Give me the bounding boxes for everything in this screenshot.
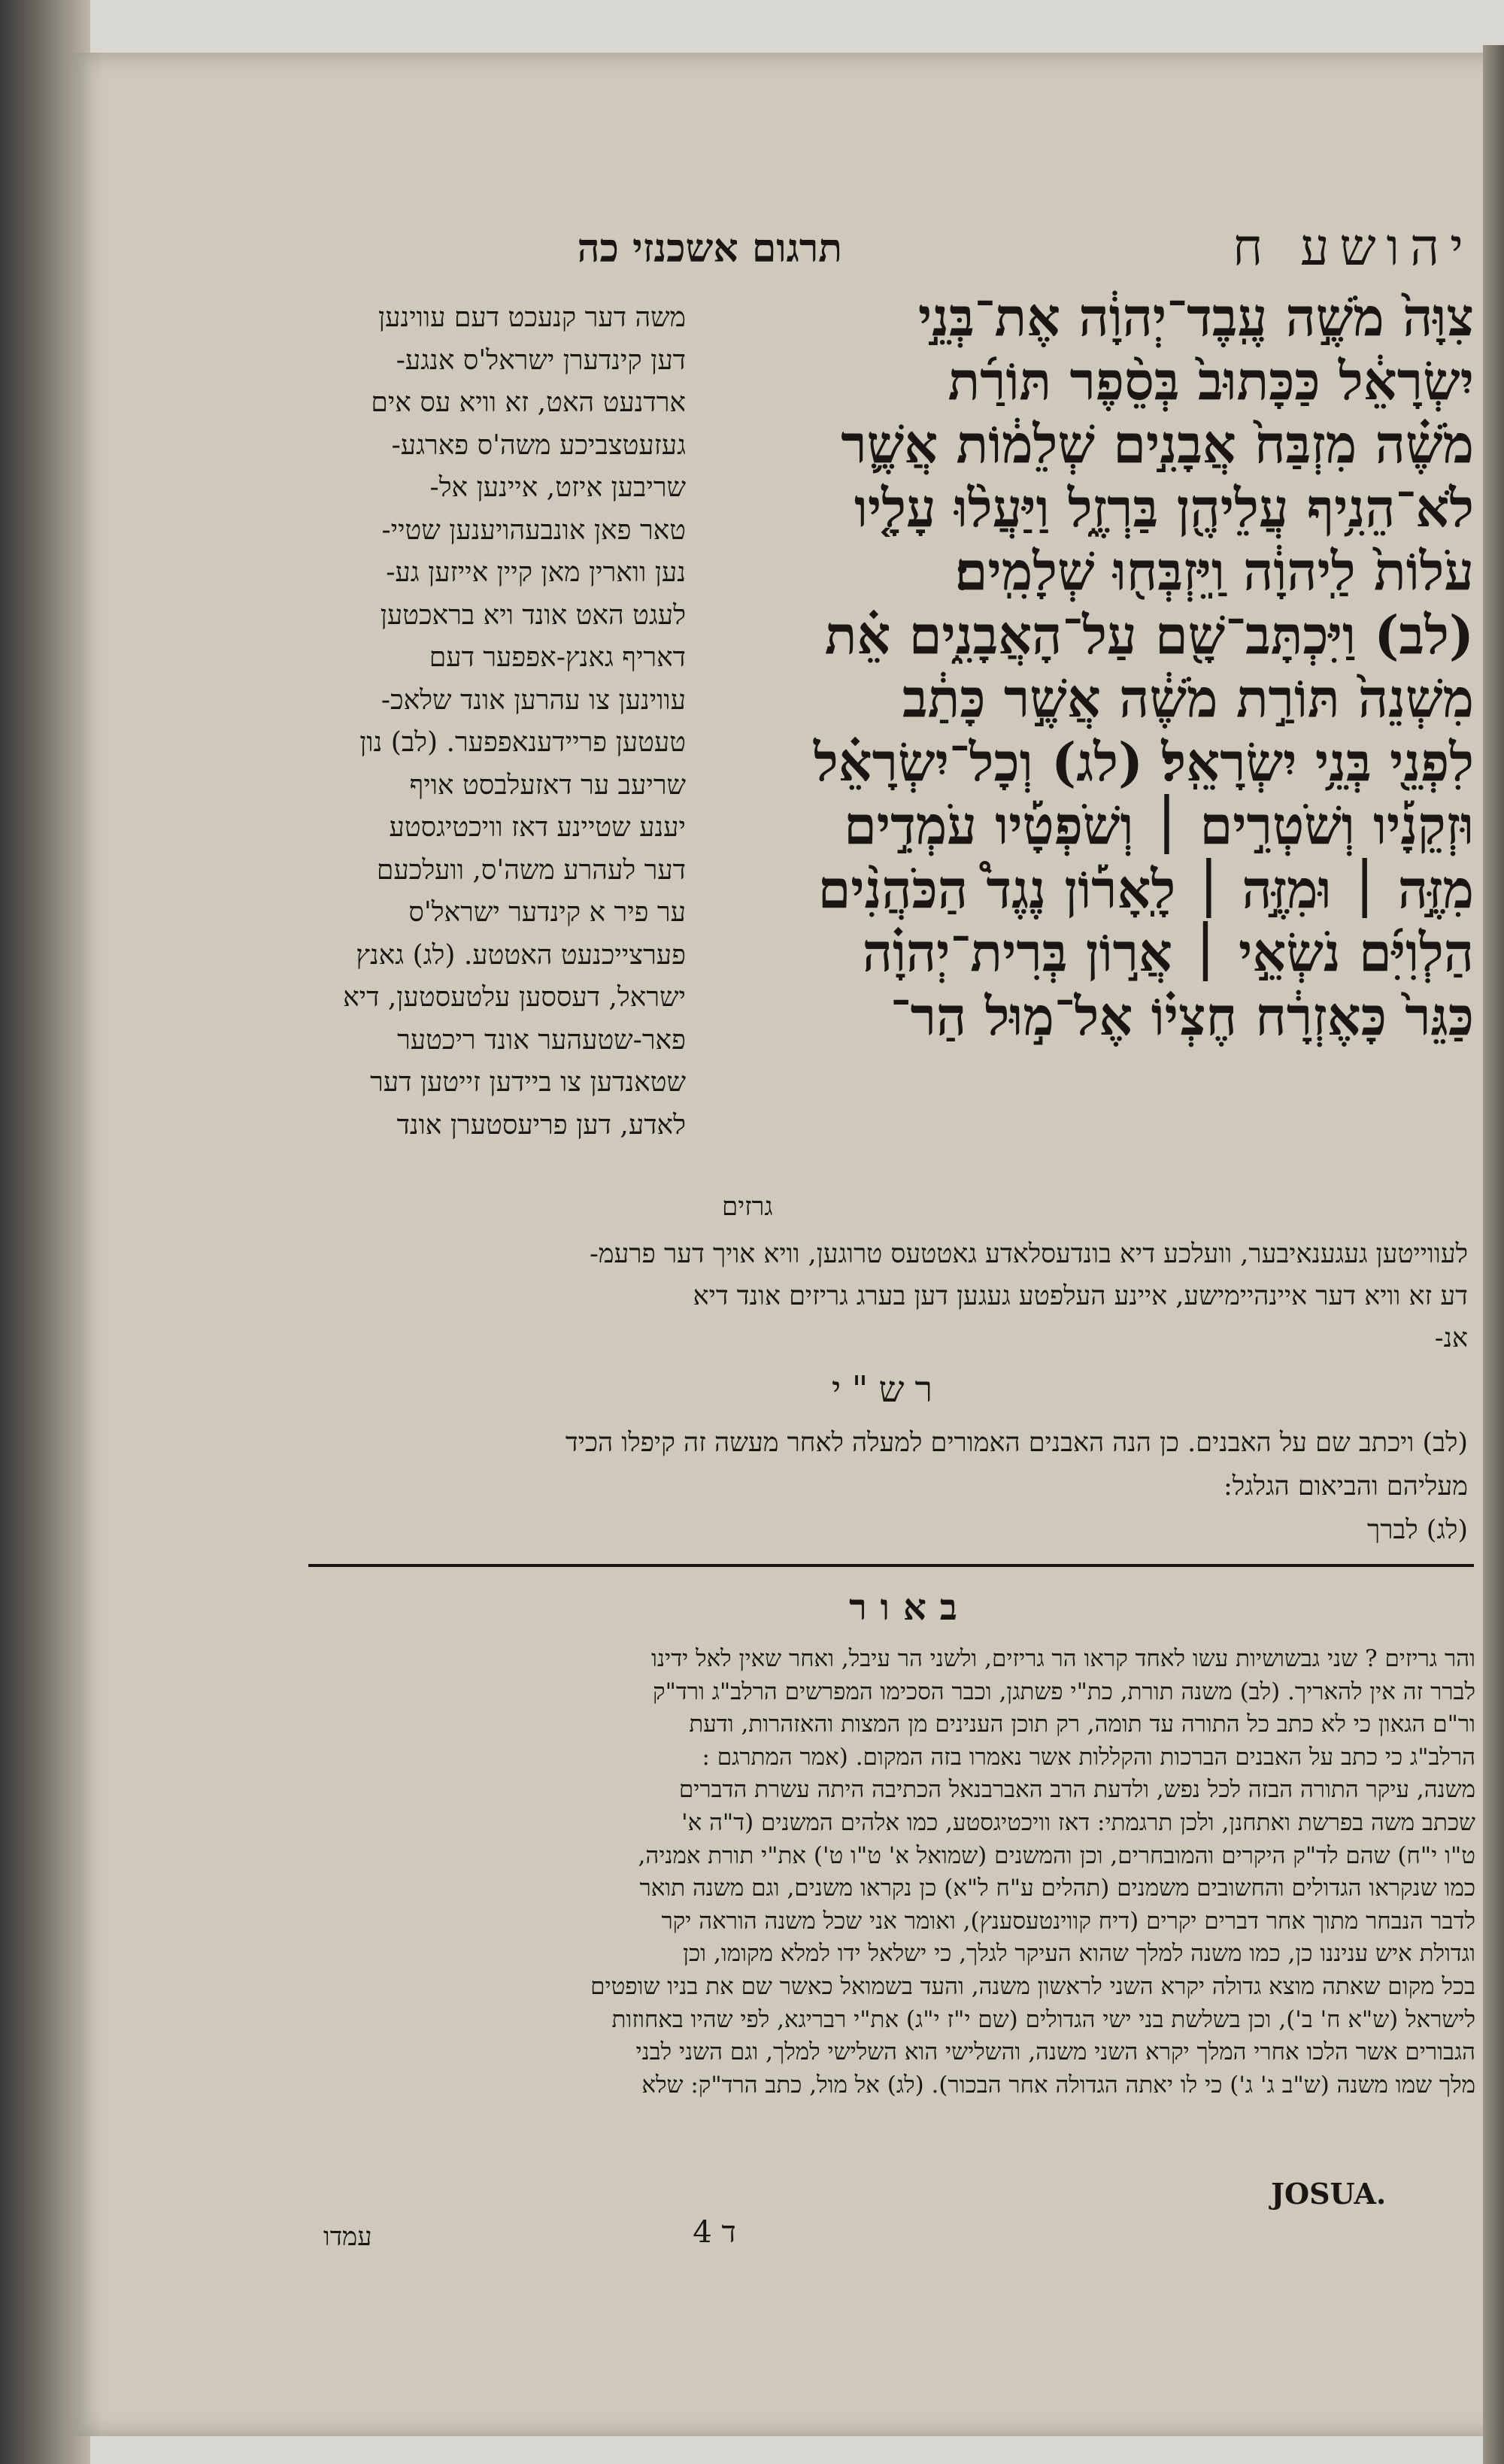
hebrew-line: לִפְנֵ֖י בְּנֵ֥י יִשְׂרָאֵֽל׃ (לג) וְכָל־יִשְׂרָאֵ֗ל (813, 730, 1474, 793)
rashi-heading: רש"י (831, 1368, 944, 1411)
biur-line: והר גריזים ? שני גבשושיות עשו לאחד קראו הר גריזים, ולשני הר עיבל, ואחר שאין לאל ידינו (651, 1645, 1475, 1672)
biur-line: הרלב"ג כי כתב על האבנים הברכות והקללות אשר נאמרו בזה המקום. (אמר המתרגם : (702, 1743, 1475, 1771)
yiddish-line: שריבען איזט, איינען אל- (429, 472, 686, 503)
hebrew-line: לֹא־הֵנִ֥יף עֲלֵיהֶ֖ן בַּרְזֶ֑ל וַיַּעֲל֨וּ עָלָ֤יו (854, 476, 1474, 539)
hebrew-text-column (722, 286, 1474, 1188)
footer-catchword: עמדו (323, 2222, 372, 2252)
yiddish-line: געזעטצביכע משה'ס פארגע- (391, 429, 686, 461)
yiddish-line: דער לעהרע משה'ס, וועלכעם (376, 854, 686, 886)
yiddish-line: יענע שטיינע דאז וויכטיגסטע (389, 812, 686, 843)
yiddish-translation-continuation (280, 1233, 1468, 1361)
biur-line: ור"ם הגאון כי לא כתב כל התורה עד תומה, רק תוכן הענינים מן המצות והאזהרות, ודעת (689, 1711, 1475, 1738)
yiddish-line: נען ווארין מאן קיין אייזען גע- (386, 557, 686, 588)
yiddish-line: דע זא וויא דער איינהיימישע, איינע העלפטע געגען דען בערג גריזים אונד דיא (693, 1281, 1468, 1311)
book-chapter-header: יהושע ח (1233, 218, 1474, 277)
signature-mark: ד 4 (693, 2215, 736, 2250)
biur-commentary (280, 1643, 1475, 2214)
biur-line: הגבורים אשר הלכו אחרי המלך יקרא השני משנה, והשלישי הוא השלישי למלך, וגם השני לבני (635, 2038, 1475, 2066)
yiddish-line: לעווייטען געגענאיבער, וועלכע דיא בונדעסלאדע גאטטעס טרוגען, וויא אויך דער פרעמ- (589, 1239, 1468, 1269)
hebrew-line: (לב) וַיִּכְתָּב־שָׁ֖ם עַל־הָאֲבָנִ֑ים אֵ֗ת (824, 603, 1474, 666)
yiddish-line: לעגט האט אונד ויא בראכטען (380, 599, 686, 631)
biur-line: לברר זה אין להאריך. (לב) משנה תורת, כת"י פשתגן, וכבר הסכימו המפרשים הרלב"ג ורד"ק (652, 1678, 1475, 1705)
hebrew-line: יִשְׂרָאֵ֔ל כַּכָּתוּב֙ בְּסֵ֨פֶר תּוֹרַ֜ת (948, 349, 1474, 412)
hebrew-line: מִזֶּ֣ה ׀ וּמִזֶּ֣ה ׀ לָֽאָר֡וֹן נֶגֶד֩ הַכֹּהֲנִ֨ים (817, 857, 1474, 920)
hebrew-line: הַלְוִיִּ֜ם נֹשְׂאֵ֣י ׀ אֲר֣וֹן בְּרִית־יְהוָ֗ה (862, 921, 1474, 983)
biur-line: משנה, עיקר התורה הבזה לכל נפש, ולדעת הרב האברבנאל הכתיבה היתה עשרת הדברים (678, 1776, 1475, 1804)
section-divider-rule (308, 1564, 1474, 1567)
hebrew-line: מִשְׁנֵה֙ תּוֹרַ֣ת מֹשֶׁ֔ה אֲשֶׁ֣ר כָּתַ֔ב (902, 667, 1474, 729)
rashi-commentary (280, 1421, 1468, 1564)
yiddish-line: משה דער קנעכט דעם עווינען (378, 302, 686, 333)
running-title: JOSUA. (1271, 2177, 1387, 2211)
yiddish-line: ער פיר א קינדער ישראל'ס (408, 897, 686, 928)
rashi-line: מעליהם והביאום הגלגל: (1223, 1471, 1468, 1502)
yiddish-line: אנ- (1434, 1323, 1468, 1353)
targum-header: תרגום אשכנזי כה (577, 226, 842, 271)
yiddish-line: לאדע, דען פריעסטערן אונד (396, 1109, 686, 1141)
hebrew-line: עֹלוֹת֙ לַֽיהוָ֔ה וַֽיִּזְבְּח֖וּ שְׁלָמִֽים׃ (954, 540, 1474, 602)
biur-line: מלך שמו משנה (ש"ב ג' ג') כי לו יאתה הגדולה אחר הבכור). (לג) אל מול, כתב הרד"ק: שלא (641, 2071, 1475, 2099)
page-right-edge (1483, 45, 1504, 2464)
hebrew-line: מֹשֶׁ֗ה מִזְבַּח֙ אֲבָנִ֣ים שְׁלֵמ֔וֹת אֲשֶׁ֛ר (841, 413, 1474, 475)
hebrew-line: וּזְקֵנָ֡יו וְשֹׁטְרִ֣ים ׀ וְשֹׁפְטָ֡יו עֹמְדִ֣ים (844, 794, 1474, 856)
yiddish-line: פערצייכנעט האטטע. (לג) גאנץ (356, 939, 686, 971)
yiddish-line: טעטען פריידענאפפער. (לב) נון (359, 727, 686, 758)
yiddish-line: שטאנדען צו ביידען זייטען דער (370, 1067, 686, 1098)
yiddish-line: עווינען צו עהרען אונד שלאכ- (381, 684, 686, 716)
yiddish-line: שריעב ער דאזעלבסט אויף (409, 769, 686, 801)
biur-line: לדבר הנבחר מתוך אחר דברים יקרים (דיח קווינטעסענץ), ואומר אני שכל משנה הוראה יקר (661, 1907, 1475, 1935)
hebrew-line: כַּגֵּר֙ כָּאֶזְרָ֔ח חֶצְי֗וֹ אֶל־מ֣וּל הַר־ (890, 984, 1474, 1047)
yiddish-line: דען קינדערן ישראל'ס אנגע- (396, 344, 686, 376)
biur-heading: באור (849, 1587, 971, 1629)
biur-line: בכל מקום שאתה מוצא גדולה יקרא השני לראשון משנה, והעד בשמואל כאשר שם את בניו שופטים (590, 1972, 1475, 2000)
yiddish-translation-column (280, 297, 686, 1259)
yiddish-line: פאר-שטעהער אונד ריכטער (397, 1024, 686, 1056)
rashi-line: (לב) ויכתב שם על האבנים. כן הנה האבנים האמורים למעלה לאחר מעשה זה קיפלו הכיד (565, 1428, 1468, 1458)
yiddish-line: ארדנעט האט, זא וויא עס אים (371, 387, 686, 418)
biur-line: לישראל (ש"א ח' ב'), וכן בשלשת בני ישי הגדולים (שם י"ז י"ג) את"י רבריגא, לפי שהיו באחוזות (611, 2005, 1475, 2033)
hebrew-line: צִוָּה֙ מֹשֶׁ֣ה עֶֽבֶד־יְהוָ֔ה אֶת־בְּנֵ֣י (917, 286, 1474, 348)
yiddish-line: דאריף גאנץ-אפפער דעם (429, 642, 686, 673)
biur-line: וגדולת איש עניננו כן, כמו משנה למלך שהוא העיקר לגלך, כי ישלאל ידו למלא מקומו, וכן (683, 1940, 1475, 1968)
rashi-line: (לג) לברך (1367, 1515, 1468, 1545)
yiddish-line: טאר פאן אונבעהויענען שטיי- (381, 514, 686, 546)
biur-line: כמו שנקראו הגדולים והחשובים משמנים (תהלים ע"ח ל"א) כן נקראו משנים, וגם משנה תואר (639, 1875, 1475, 1902)
catchword-garizim: גרזים (722, 1192, 773, 1222)
biur-line: שכתב משה בפרשת ואתחנן, ולכן תרגמתי: דאז וויכטיגסטע, כמו אלהים המשנים (ד"ה א' (681, 1808, 1475, 1836)
yiddish-line: ישראל, דעססען עלטעסטען, דיא (343, 982, 686, 1013)
biur-line: ט"ו י"ח) שהם לד"ק היקרים והמובחרים, וכן והמשנים (שמואל א' ט"ו ט') את"י תורת אמניה, (638, 1841, 1475, 1869)
